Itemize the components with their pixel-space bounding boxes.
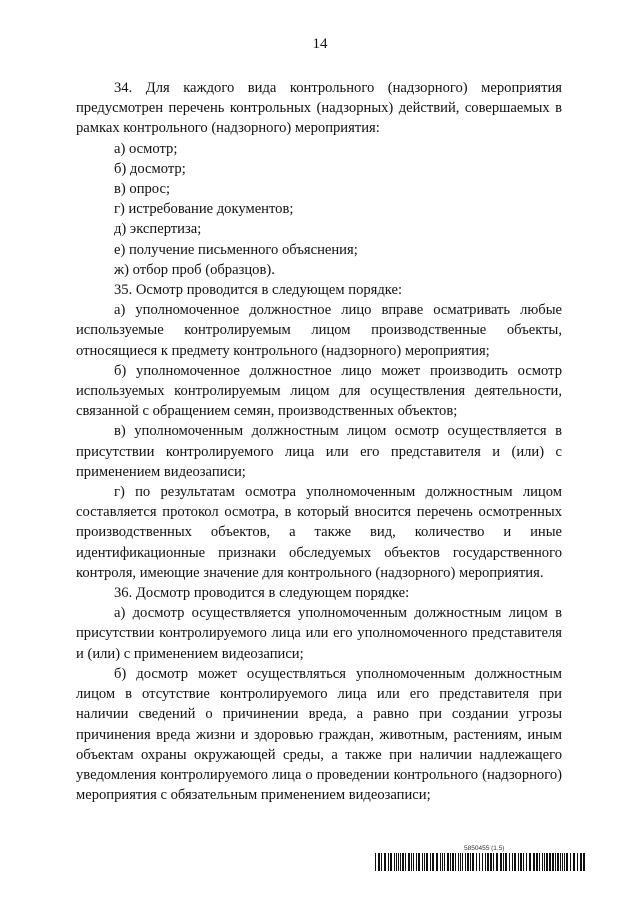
list-item-a: а) осмотр; bbox=[114, 140, 178, 157]
list-item-zh: ж) отбор проб (образцов). bbox=[114, 261, 275, 278]
paragraph-35-a: а) уполномоченное должностное лицо вправе осматривать любые используемые контролируемым лицом производственные объекты, относящиеся к предмету контрольного (надзорного) мероприятия; bbox=[76, 302, 562, 359]
barcode-icon bbox=[375, 853, 587, 871]
page-number: 14 bbox=[312, 36, 328, 52]
paragraph-35: 35. Осмотр проводится в следующем порядке: bbox=[114, 282, 403, 299]
paragraph-34: 34. Для каждого вида контрольного (надзорного) мероприятия предусмотрен перечень контрольных (надзорных) действий, совершаемых в рамках контрольного (надзорного) мероприятия: bbox=[76, 80, 562, 137]
paragraph-35-b: б) уполномоченное должностное лицо может производить осмотр используемых контролируемым лицом для осуществления деятельности, связанной с обращением семян, производственных объектов; bbox=[76, 362, 562, 420]
list-item-e: е) получение письменного объяснения; bbox=[114, 241, 358, 258]
document-code: 5850455 (1.5) bbox=[464, 845, 505, 852]
paragraph-35-g: г) по результатам осмотра уполномоченным должностным лицом составляется протокол осмотра, в который вносится перечень осмотренных производственных объектов, а также вид, количество и иные идентификационные признаки обследуемых объектов государственного контроля, имеющие значение для контрольного (надзорного) мероприятия. bbox=[76, 484, 562, 581]
paragraph-35-v: в) уполномоченным должностным лицом осмотр осуществляется в присутствии контролируемого лица или его представителя и (или) с применением видеозаписи; bbox=[76, 423, 562, 480]
paragraph-36-b: б) досмотр может осуществляться уполномоченным должностным лицом в отсутствие контролируемого лица или его представителя при наличии сведений о причинении вреда, а равно при создании угрозы причинения вреда жизни и здоровью граждан, животным, растениям, иным объектам охраны окружающей среды, а также при наличии надлежащего уведомления контролируемого лица о проведении контрольного (надзорного) мероприятия с обязательным применением видеозаписи; bbox=[76, 665, 562, 804]
list-item-g: г) истребование документов; bbox=[114, 201, 294, 218]
list-item-d: д) экспертиза; bbox=[114, 221, 202, 238]
paragraph-36: 36. Досмотр проводится в следующем порядке: bbox=[114, 585, 410, 602]
document-body bbox=[76, 78, 562, 805]
list-item-v: в) опрос; bbox=[114, 181, 170, 198]
list-item-b: б) досмотр; bbox=[114, 160, 186, 177]
paragraph-36-a: а) досмотр осуществляется уполномоченным должностным лицом в присутствии контролируемого лица или его уполномоченного представителя и (или) с применением видеозаписи; bbox=[76, 605, 562, 662]
